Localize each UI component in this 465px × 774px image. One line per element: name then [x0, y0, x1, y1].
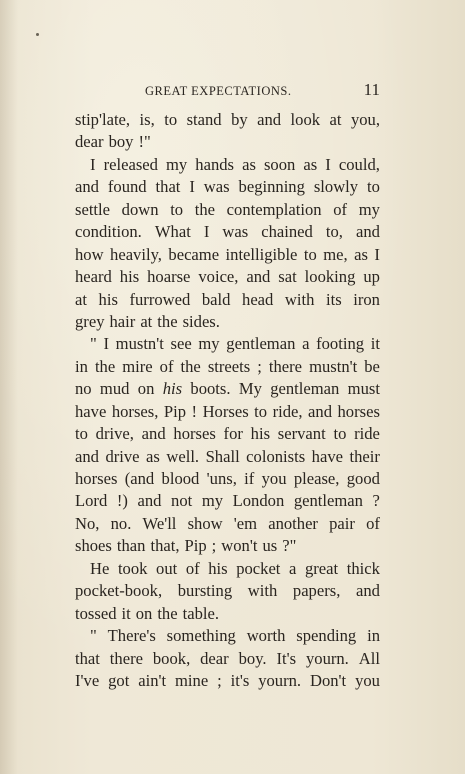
word: by	[231, 110, 248, 129]
word: up	[363, 267, 380, 287]
word: ?"	[282, 536, 297, 556]
word: No,	[75, 513, 100, 533]
text-line	[75, 401, 380, 423]
word: thick	[346, 558, 380, 578]
text-line	[75, 378, 380, 400]
word: ride	[354, 424, 380, 444]
word: gentleman	[293, 491, 363, 511]
word: mud	[99, 379, 130, 399]
word: to	[170, 199, 184, 219]
word: that	[75, 648, 100, 668]
word: was	[222, 222, 249, 242]
word: streets	[207, 356, 251, 376]
word: intelligible	[225, 244, 298, 264]
word: "	[90, 626, 97, 646]
word: at	[140, 311, 153, 331]
word: my	[166, 154, 188, 174]
word: you	[261, 469, 287, 488]
word: footing	[316, 334, 365, 354]
word: furrowed	[129, 289, 191, 309]
word: as	[146, 446, 160, 466]
word: hoarse	[147, 267, 191, 287]
word: horses	[173, 424, 216, 444]
word: I	[189, 177, 195, 197]
word: his	[162, 379, 183, 399]
word: Don't	[309, 670, 347, 690]
text-line	[75, 266, 380, 288]
word: and	[355, 222, 380, 242]
word: on	[137, 379, 155, 399]
text-line	[75, 513, 380, 535]
word: to	[254, 401, 268, 421]
word: sat	[278, 267, 297, 287]
word: Pip	[184, 536, 207, 556]
word: iron	[353, 289, 380, 309]
word: as	[303, 154, 318, 174]
word: settle	[75, 199, 111, 219]
word: got	[108, 670, 130, 690]
word: yourn.	[305, 648, 349, 668]
word: I've	[75, 670, 100, 690]
gutter-shadow	[0, 0, 18, 774]
word: that,	[150, 536, 180, 556]
word: me,	[323, 244, 348, 264]
word: condition.	[75, 222, 142, 242]
word: Pip	[163, 401, 187, 421]
word: drive	[105, 446, 140, 466]
word: not	[171, 491, 193, 511]
word: boy	[108, 132, 134, 152]
word: released	[103, 154, 158, 174]
word: and	[137, 491, 162, 511]
word: mire	[122, 356, 153, 376]
word: ;	[257, 356, 262, 376]
word: What	[154, 222, 191, 242]
word: how	[75, 244, 104, 264]
word: mustn't	[115, 334, 164, 354]
paper-speck	[36, 33, 39, 36]
word: his	[98, 289, 118, 309]
word: of	[185, 558, 200, 578]
text-line	[75, 580, 380, 602]
word: with	[284, 289, 315, 309]
word: that	[155, 177, 181, 197]
text-line	[75, 199, 380, 221]
word: and	[75, 177, 99, 197]
word: table.	[182, 603, 219, 623]
word: tossed	[75, 603, 117, 623]
word: Lord	[75, 491, 108, 511]
text-line	[75, 131, 380, 153]
word: Shall	[205, 446, 240, 466]
word: you,	[350, 110, 380, 129]
text-line	[75, 558, 380, 580]
text-line	[75, 221, 380, 243]
word: with	[247, 581, 278, 601]
word: at	[75, 289, 87, 309]
word: show	[187, 513, 223, 533]
text-line	[75, 109, 380, 131]
text-line	[75, 446, 380, 468]
word: !	[191, 401, 198, 421]
word: colonists	[246, 446, 306, 466]
word: of	[366, 513, 380, 533]
text-line	[75, 244, 380, 266]
text-line	[75, 468, 380, 490]
word: "	[90, 334, 97, 354]
word: their	[349, 446, 380, 466]
word: and	[355, 581, 380, 601]
word: I	[90, 154, 96, 174]
word: horses,	[111, 401, 159, 421]
word: shoes	[75, 536, 112, 556]
word: the	[157, 311, 178, 331]
word: ain't	[138, 670, 167, 690]
word: London	[232, 491, 285, 511]
word: dear	[200, 648, 229, 668]
word: the	[194, 199, 216, 219]
word: won't	[221, 536, 258, 556]
word: to	[164, 110, 178, 129]
word: All	[358, 648, 380, 668]
text-line	[75, 311, 380, 333]
word: must	[347, 379, 380, 399]
word: the	[157, 603, 178, 623]
word: it	[121, 603, 131, 623]
word: to	[333, 424, 347, 444]
word: for	[223, 424, 243, 444]
word: horses	[337, 401, 380, 421]
word: There's	[107, 626, 156, 646]
word: heard	[75, 267, 112, 287]
word: its	[325, 289, 342, 309]
word: looking	[304, 267, 356, 287]
word: his	[208, 558, 228, 578]
word: blood	[161, 469, 200, 488]
word: well.	[166, 446, 200, 466]
word: gentleman	[270, 379, 340, 399]
text-line	[75, 535, 380, 557]
word: pocket	[236, 558, 281, 578]
word: ;	[211, 536, 217, 556]
word: became	[168, 244, 220, 264]
word: is,	[139, 110, 155, 129]
word: in	[367, 626, 380, 646]
text-line	[75, 154, 380, 176]
text-line	[75, 490, 380, 512]
word: I	[203, 222, 210, 242]
word: of	[333, 199, 348, 219]
word: a	[289, 558, 297, 578]
text-line	[75, 603, 380, 625]
body-text	[75, 109, 380, 692]
word: beginning	[238, 177, 305, 197]
word: than	[116, 536, 146, 556]
word: hands	[195, 154, 235, 174]
word: it's	[230, 670, 250, 690]
word: you	[355, 670, 380, 690]
word: ;	[217, 670, 222, 690]
word: took	[117, 558, 148, 578]
word: there	[268, 356, 303, 376]
word: I	[103, 334, 109, 354]
word: bursting	[177, 581, 233, 601]
word: to,	[325, 222, 343, 242]
word: chained	[261, 222, 313, 242]
word: soon	[263, 154, 296, 174]
word: down	[121, 199, 159, 219]
word: something	[166, 626, 236, 646]
word: contemplation	[226, 199, 322, 219]
text-line	[75, 289, 380, 311]
word: as	[242, 154, 256, 174]
word: another	[268, 513, 318, 533]
word: My	[238, 379, 262, 399]
word: grey	[75, 311, 105, 331]
word: We'll	[142, 513, 177, 533]
word: no.	[110, 513, 132, 533]
word: good	[346, 469, 380, 488]
word: I	[325, 154, 331, 174]
word: voice,	[198, 267, 239, 287]
word: drive,	[95, 424, 134, 444]
word: pocket-book,	[75, 581, 163, 601]
word: yourn.	[258, 670, 302, 690]
word: heavily,	[110, 244, 162, 264]
text-line	[75, 356, 380, 378]
word: papers,	[292, 581, 341, 601]
word: his	[250, 424, 271, 444]
word: servant	[277, 424, 326, 444]
word: there	[109, 648, 143, 668]
word: pair	[329, 513, 355, 533]
word: Horses	[202, 401, 249, 421]
word: dear	[75, 132, 104, 152]
running-title: GREAT EXPECTATIONS.	[145, 84, 292, 98]
text-line	[75, 176, 380, 198]
word: as	[354, 244, 368, 264]
word: see	[170, 334, 192, 354]
word: a	[302, 334, 310, 354]
word: stip'late,	[75, 110, 131, 129]
word: and	[75, 446, 99, 466]
word: !)	[116, 491, 128, 511]
word: and	[246, 267, 271, 287]
text-line	[75, 333, 380, 355]
word: 'uns,	[206, 469, 237, 488]
word: my	[201, 491, 224, 511]
word: great	[304, 558, 339, 578]
word: it	[370, 334, 380, 354]
word: his	[119, 267, 140, 287]
word: have	[75, 401, 107, 421]
word: and	[257, 110, 282, 129]
word: found	[107, 177, 147, 197]
word: bald	[201, 289, 231, 309]
word: in	[75, 356, 88, 376]
word: on	[135, 603, 153, 623]
word: He	[90, 558, 110, 578]
word: the	[94, 356, 116, 376]
word: boots.	[190, 379, 231, 399]
word: us	[262, 536, 278, 556]
word: to	[367, 177, 380, 197]
word: hair	[109, 311, 136, 331]
word: boy.	[238, 648, 267, 668]
word: ?	[372, 491, 380, 511]
word: It's	[276, 648, 297, 668]
word: worth	[246, 626, 286, 646]
word: look	[290, 110, 321, 129]
word: if	[244, 469, 255, 488]
word: and	[308, 401, 332, 421]
word: head	[242, 289, 274, 309]
word: stand	[186, 110, 222, 129]
word: my	[358, 199, 380, 219]
word: please,	[293, 469, 340, 488]
word: mustn't	[309, 356, 358, 376]
word: 'em	[233, 513, 258, 533]
word: horses	[75, 469, 118, 488]
word: to	[303, 244, 317, 264]
word: and	[141, 424, 166, 444]
word: mine	[175, 670, 209, 690]
word: no	[75, 379, 92, 399]
word: my	[198, 334, 220, 354]
running-head	[75, 80, 380, 100]
text-line	[75, 423, 380, 445]
word: to	[75, 424, 88, 444]
word: ride,	[272, 401, 303, 421]
word: was	[203, 177, 230, 197]
word: of	[159, 356, 174, 376]
word: have	[311, 446, 343, 466]
word: !"	[138, 132, 151, 152]
word: gentleman	[226, 334, 296, 354]
word: sides.	[182, 311, 220, 331]
word: spending	[296, 626, 357, 646]
text-line	[75, 648, 380, 670]
word: at	[329, 110, 342, 129]
word: book,	[152, 648, 191, 668]
word: slowly	[313, 177, 359, 197]
page-number: 11	[363, 80, 380, 99]
word: be	[364, 356, 380, 376]
word: could,	[338, 154, 380, 174]
word: I	[374, 244, 380, 264]
word: (and	[124, 469, 155, 488]
word: out	[156, 558, 178, 578]
text-line	[75, 670, 380, 692]
word: the	[180, 356, 201, 376]
text-line	[75, 625, 380, 647]
